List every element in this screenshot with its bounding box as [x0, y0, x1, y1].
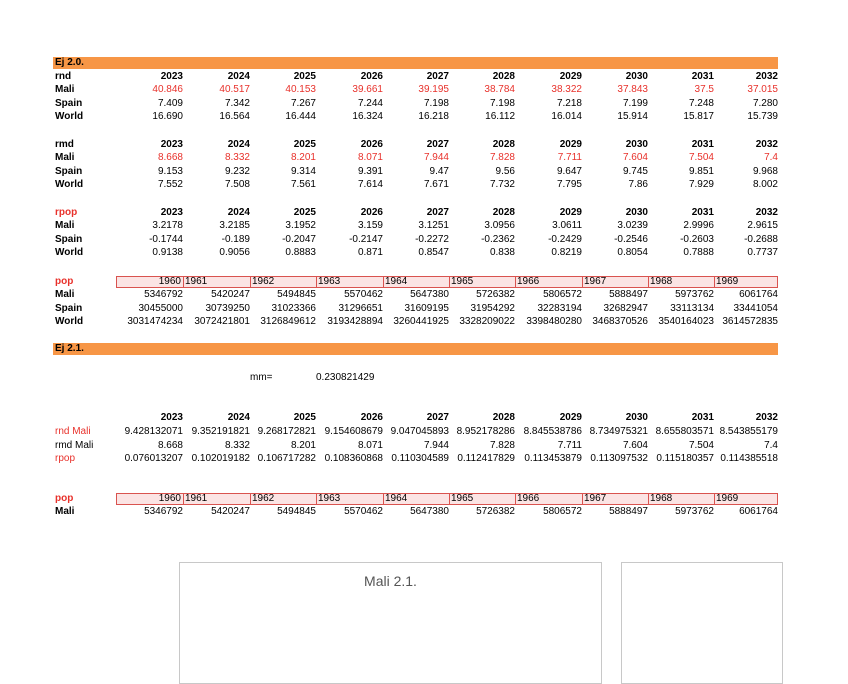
year-header-cell[interactable]: 2023 — [160, 139, 183, 150]
table-cell[interactable]: 9.851 — [688, 165, 714, 177]
pop-year-cell[interactable]: 1961 — [183, 493, 251, 505]
table-cell[interactable]: 7.604 — [622, 152, 648, 163]
table-cell[interactable]: 8.668 — [157, 439, 183, 451]
pop-year-header-row — [53, 276, 778, 288]
year-header-cell[interactable]: 2032 — [755, 139, 778, 150]
table-cell[interactable]: 9.314 — [290, 165, 316, 177]
table-cell[interactable]: 31609195 — [404, 302, 449, 314]
table-cell[interactable]: 9.153 — [157, 165, 183, 177]
pop-year-cell[interactable]: 1968 — [648, 276, 715, 288]
table-cell[interactable]: 8.332 — [224, 439, 250, 451]
table-cell[interactable]: 8.071 — [357, 439, 383, 451]
mm-value[interactable]: 0.230821429 — [316, 372, 375, 383]
row-label[interactable]: rnd Mali — [55, 426, 91, 437]
table-cell[interactable]: 40.517 — [219, 84, 250, 95]
country-label[interactable]: Mali — [55, 506, 75, 517]
table-cell[interactable]: 5346792 — [144, 289, 183, 300]
pop-year-cell[interactable]: 1968 — [648, 493, 715, 505]
year-header-cell[interactable]: 2027 — [426, 207, 449, 218]
country-label[interactable]: World — [55, 247, 84, 258]
year-header-cell[interactable]: 2025 — [293, 71, 316, 82]
table-cell[interactable]: 9.391 — [357, 165, 383, 177]
table-row — [53, 152, 778, 164]
table-cell[interactable]: 40.846 — [152, 84, 183, 95]
pop-year-cell[interactable]: 1963 — [316, 493, 384, 505]
table-cell[interactable]: 3.2178 — [152, 220, 183, 231]
table-cell[interactable]: 7.604 — [622, 439, 648, 451]
year-header-cell[interactable]: 2032 — [755, 207, 778, 218]
pop-year-cell[interactable]: 1962 — [250, 276, 317, 288]
table-cell[interactable]: 9.56 — [495, 165, 515, 177]
table-cell[interactable]: -0.2362 — [481, 233, 515, 245]
table-cell[interactable]: 7.199 — [622, 97, 648, 109]
table-row — [53, 179, 778, 191]
year-header-cell[interactable]: 2030 — [625, 207, 648, 218]
table-cell[interactable]: 9.47 — [429, 165, 449, 177]
table-cell[interactable]: 3.2185 — [219, 220, 250, 231]
year-header-cell[interactable]: 2027 — [426, 139, 449, 150]
table-cell[interactable]: 33113134 — [670, 302, 714, 314]
year-header-cell[interactable]: 2026 — [360, 139, 383, 150]
table-cell[interactable]: 9.352191821 — [191, 426, 250, 437]
country-label[interactable]: World — [55, 179, 84, 190]
table-cell[interactable]: 7.614 — [357, 179, 383, 190]
table-cell[interactable]: 7.86 — [628, 179, 648, 190]
table-cell[interactable]: 3126849612 — [260, 316, 316, 327]
table-cell[interactable]: -0.2688 — [744, 233, 778, 245]
table-cell[interactable]: 5973762 — [675, 506, 714, 517]
table-row — [53, 440, 778, 452]
table-row — [53, 506, 778, 518]
table-cell[interactable]: 38.784 — [484, 84, 515, 95]
table-row — [53, 111, 778, 123]
table-cell[interactable]: -0.189 — [221, 233, 250, 245]
table-cell[interactable]: 2.9615 — [747, 220, 778, 231]
table-cell[interactable]: 7.280 — [752, 97, 778, 109]
chart-secondary[interactable] — [621, 562, 783, 684]
table-cell[interactable]: 40.153 — [285, 84, 316, 95]
table-cell[interactable]: 5726382 — [476, 289, 515, 300]
year-header-row — [53, 412, 778, 424]
table-cell[interactable]: 7.504 — [688, 152, 714, 163]
table-cell[interactable]: 0.114385518 — [720, 453, 778, 464]
table-cell[interactable]: 2.9996 — [683, 220, 714, 231]
table-cell[interactable]: 8.668 — [157, 152, 183, 163]
table-cell[interactable]: 37.015 — [747, 84, 778, 95]
year-header-cell[interactable]: 2028 — [492, 139, 515, 150]
variable-label[interactable]: rmd — [55, 139, 74, 150]
year-header-cell[interactable]: 2026 — [360, 207, 383, 218]
table-cell[interactable]: 0.7888 — [683, 247, 714, 258]
year-header-cell[interactable]: 2032 — [755, 71, 778, 82]
table-cell[interactable]: 9.268172821 — [257, 426, 316, 437]
table-cell[interactable]: 0.838 — [489, 247, 515, 258]
table-cell[interactable]: 3193428894 — [327, 316, 383, 327]
pop-year-cell[interactable]: 1967 — [582, 276, 649, 288]
chart-title: Mali 2.1. — [364, 573, 417, 589]
table-cell[interactable]: 7.504 — [688, 439, 714, 451]
section-title: Ej 2.1. — [55, 343, 84, 354]
year-header-cell[interactable]: 2025 — [293, 207, 316, 218]
year-header-cell[interactable]: 2024 — [227, 71, 250, 82]
table-row — [53, 98, 778, 110]
chart-mali-21[interactable] — [179, 562, 602, 684]
table-cell[interactable]: 0.8054 — [617, 247, 648, 258]
year-header-cell[interactable]: 2023 — [160, 71, 183, 82]
table-row — [53, 316, 778, 328]
table-cell[interactable]: 37.5 — [694, 84, 714, 95]
table-cell[interactable]: 16.564 — [219, 111, 250, 122]
year-header-cell[interactable]: 2023 — [160, 412, 183, 423]
table-cell[interactable]: 31296651 — [338, 302, 383, 314]
table-row — [53, 453, 778, 465]
year-header-cell[interactable]: 2028 — [492, 412, 515, 423]
year-header-cell[interactable]: 2029 — [559, 139, 582, 150]
table-cell[interactable]: 7.828 — [489, 152, 515, 163]
table-cell[interactable]: 7.711 — [557, 152, 582, 163]
table-cell[interactable]: -0.2047 — [282, 233, 316, 245]
table-cell[interactable]: 5888497 — [609, 506, 648, 517]
table-cell[interactable]: 8.071 — [357, 152, 383, 163]
pop-year-cell[interactable]: 1964 — [383, 276, 450, 288]
table-cell[interactable]: 8.952178286 — [456, 426, 515, 437]
table-cell[interactable]: 6061764 — [739, 506, 778, 517]
table-cell[interactable]: 0.102019182 — [191, 453, 250, 464]
table-cell[interactable]: 16.444 — [285, 111, 316, 122]
table-cell[interactable]: 7.552 — [157, 179, 183, 190]
table-cell[interactable]: 38.322 — [551, 84, 582, 95]
table-cell[interactable]: 7.929 — [688, 179, 714, 190]
table-cell[interactable]: 0.8219 — [551, 247, 582, 258]
table-cell[interactable]: 7.795 — [556, 179, 582, 190]
pop-year-cell[interactable]: 1962 — [250, 493, 317, 505]
pop-year-cell[interactable]: 1966 — [515, 276, 583, 288]
pop-year-header-row — [53, 493, 778, 505]
table-cell[interactable]: 33441054 — [733, 302, 778, 314]
table-cell[interactable]: -0.1744 — [149, 233, 183, 245]
table-row — [53, 247, 778, 259]
table-cell[interactable]: 30455000 — [138, 302, 183, 314]
table-cell[interactable]: 3468370526 — [592, 316, 648, 327]
table-row — [53, 289, 778, 301]
table-cell[interactable]: 7.944 — [423, 439, 449, 451]
year-header-cell[interactable]: 2028 — [492, 207, 515, 218]
table-cell[interactable]: 9.047045893 — [390, 426, 449, 437]
table-cell[interactable]: 16.112 — [485, 111, 515, 122]
table-cell[interactable]: 0.113453879 — [524, 453, 582, 464]
pop-year-cell[interactable]: 1966 — [515, 493, 583, 505]
table-cell[interactable]: 0.113097532 — [590, 453, 648, 464]
table-cell[interactable]: 6061764 — [739, 289, 778, 300]
row-label[interactable]: rpop — [55, 453, 76, 464]
table-cell[interactable]: 3.0239 — [617, 220, 648, 231]
country-label[interactable]: World — [55, 316, 84, 327]
table-cell[interactable]: 5726382 — [476, 506, 515, 517]
year-header-cell[interactable]: 2032 — [755, 412, 778, 423]
year-header-cell[interactable]: 2025 — [293, 412, 316, 423]
table-cell[interactable]: 5570462 — [344, 289, 383, 300]
table-cell[interactable]: 9.428132071 — [124, 426, 183, 437]
table-cell[interactable]: 5420247 — [211, 506, 250, 517]
pop-year-cell[interactable]: 1960 — [116, 493, 184, 505]
year-header-cell[interactable]: 2027 — [426, 412, 449, 423]
table-cell[interactable]: 7.828 — [489, 439, 515, 451]
table-cell[interactable]: -0.2603 — [680, 233, 714, 245]
table-cell[interactable]: 39.661 — [352, 84, 383, 95]
year-header-cell[interactable]: 2027 — [426, 71, 449, 82]
variable-label[interactable]: rpop — [55, 207, 78, 218]
year-header-cell[interactable]: 2026 — [360, 412, 383, 423]
table-cell[interactable]: 3260441925 — [393, 316, 449, 327]
country-label[interactable]: Mali — [55, 84, 75, 95]
year-header-cell[interactable]: 2031 — [691, 412, 714, 423]
table-cell[interactable]: 0.9056 — [219, 247, 250, 258]
year-header-cell[interactable]: 2031 — [691, 139, 714, 150]
table-cell[interactable]: 5494845 — [277, 289, 316, 300]
pop-year-cell[interactable]: 1960 — [116, 276, 184, 288]
table-row — [53, 84, 778, 96]
table-cell[interactable]: 8.734975321 — [589, 426, 648, 437]
table-cell[interactable]: 32283194 — [537, 302, 582, 314]
table-row — [53, 166, 778, 178]
year-header-row — [53, 139, 778, 151]
table-cell[interactable]: 3031474234 — [127, 316, 183, 327]
table-cell[interactable]: 9.745 — [622, 165, 648, 177]
table-cell[interactable]: 39.195 — [418, 84, 449, 95]
table-row — [53, 234, 778, 246]
table-cell[interactable]: 0.9138 — [152, 247, 183, 258]
table-cell[interactable]: 7.342 — [224, 97, 250, 109]
year-header-cell[interactable]: 2029 — [559, 412, 582, 423]
table-cell[interactable]: 0.115180357 — [656, 453, 714, 464]
table-cell[interactable]: 0.108360868 — [324, 453, 383, 464]
table-cell[interactable]: 7.671 — [423, 179, 449, 190]
year-header-cell[interactable]: 2031 — [691, 71, 714, 82]
table-cell[interactable]: 0.106717282 — [257, 453, 316, 464]
table-cell[interactable]: 3.1952 — [285, 220, 316, 231]
table-cell[interactable]: 31954292 — [470, 302, 515, 314]
row-label[interactable]: rmd Mali — [55, 439, 94, 451]
year-header-cell[interactable]: 2023 — [160, 207, 183, 218]
table-cell[interactable]: -0.2546 — [614, 233, 648, 245]
table-cell[interactable]: 0.871 — [357, 247, 383, 258]
year-header-cell[interactable]: 2029 — [559, 71, 582, 82]
table-cell[interactable]: 3.1251 — [418, 220, 449, 231]
pop-year-cell[interactable]: 1963 — [316, 276, 384, 288]
table-cell[interactable]: 5647380 — [410, 289, 449, 300]
table-cell[interactable]: 7.561 — [290, 179, 316, 190]
pop-year-cell[interactable]: 1969 — [714, 276, 778, 288]
table-cell[interactable]: 5647380 — [410, 506, 449, 517]
table-cell[interactable]: 8.845538786 — [523, 426, 582, 437]
table-cell[interactable]: 5570462 — [344, 506, 383, 517]
table-cell[interactable]: 0.112417829 — [457, 453, 515, 464]
year-header-cell[interactable]: 2024 — [227, 139, 250, 150]
table-cell[interactable]: 7.198 — [489, 97, 515, 109]
country-label[interactable]: World — [55, 111, 84, 122]
table-row — [53, 220, 778, 232]
table-cell[interactable]: 8.201 — [290, 152, 316, 163]
table-cell[interactable]: 7.4 — [764, 439, 778, 451]
table-cell[interactable]: 5346792 — [144, 506, 183, 517]
table-cell[interactable]: -0.2147 — [349, 233, 383, 245]
table-cell[interactable]: 5806572 — [543, 506, 582, 517]
year-header-cell[interactable]: 2026 — [360, 71, 383, 82]
year-header-row — [53, 207, 778, 219]
pop-label[interactable]: pop — [55, 493, 74, 504]
table-cell[interactable]: 7.248 — [688, 97, 714, 109]
table-cell[interactable]: 0.8883 — [285, 247, 316, 258]
table-cell[interactable]: -0.2272 — [415, 233, 449, 245]
table-cell[interactable]: 15.817 — [683, 111, 714, 122]
table-cell[interactable]: 7.267 — [290, 97, 316, 109]
year-header-cell[interactable]: 2030 — [625, 139, 648, 150]
table-cell[interactable]: 8.543855179 — [719, 426, 778, 437]
table-cell[interactable]: 15.739 — [747, 111, 778, 122]
country-label[interactable]: Spain — [55, 97, 83, 109]
pop-year-cell[interactable]: 1967 — [582, 493, 649, 505]
table-cell[interactable]: 7.711 — [557, 439, 582, 451]
table-cell[interactable]: 8.201 — [290, 439, 316, 451]
year-header-row — [53, 71, 778, 83]
table-cell[interactable]: 16.014 — [551, 111, 582, 122]
table-cell[interactable]: -0.2429 — [548, 233, 582, 245]
table-cell[interactable]: 9.232 — [224, 165, 250, 177]
table-cell[interactable]: 7.4 — [764, 152, 778, 163]
table-cell[interactable]: 7.944 — [423, 152, 449, 163]
table-cell[interactable]: 15.914 — [617, 111, 648, 122]
table-cell[interactable]: 7.244 — [357, 97, 383, 109]
year-header-cell[interactable]: 2031 — [691, 207, 714, 218]
table-cell[interactable]: 5888497 — [609, 289, 648, 300]
table-cell[interactable]: 30739250 — [205, 302, 250, 314]
table-cell[interactable]: 32682947 — [603, 302, 648, 314]
variable-label[interactable]: rnd — [55, 71, 72, 82]
table-cell[interactable]: 9.647 — [556, 165, 582, 177]
pop-label[interactable]: pop — [55, 276, 74, 287]
table-cell[interactable]: 7.409 — [157, 97, 183, 109]
pop-year-cell[interactable]: 1964 — [383, 493, 450, 505]
table-cell[interactable]: 8.002 — [752, 179, 778, 190]
table-cell[interactable]: 0.076013207 — [124, 453, 183, 464]
section-header-ej20 — [53, 57, 778, 69]
table-cell[interactable]: 3614572835 — [722, 316, 778, 327]
section-title: Ej 2.0. — [55, 57, 84, 68]
year-header-cell[interactable]: 2030 — [625, 412, 648, 423]
table-row — [53, 426, 778, 438]
table-cell[interactable]: 0.8547 — [418, 247, 449, 258]
table-cell[interactable]: 31023366 — [271, 302, 316, 314]
table-cell[interactable]: 3.0611 — [552, 220, 582, 231]
country-label[interactable]: Spain — [55, 302, 83, 314]
table-cell[interactable]: 0.110304589 — [391, 453, 449, 464]
country-label[interactable]: Mali — [55, 220, 75, 231]
mm-label: mm= — [250, 372, 273, 383]
table-cell[interactable]: 16.218 — [418, 111, 449, 122]
country-label[interactable]: Spain — [55, 165, 83, 177]
table-cell[interactable]: 9.968 — [752, 165, 778, 177]
year-header-cell[interactable]: 2030 — [625, 71, 648, 82]
section-header-ej21 — [53, 343, 778, 355]
year-header-cell[interactable]: 2025 — [293, 139, 316, 150]
table-cell[interactable]: 3328209022 — [459, 316, 515, 327]
table-cell[interactable]: 3072421801 — [194, 316, 250, 327]
year-header-cell[interactable]: 2024 — [227, 207, 250, 218]
table-cell[interactable]: 8.655803571 — [655, 426, 714, 437]
table-cell[interactable]: 3540164023 — [658, 316, 714, 327]
table-cell[interactable]: 3398480280 — [526, 316, 582, 327]
year-header-cell[interactable]: 2029 — [559, 207, 582, 218]
pop-year-cell[interactable]: 1965 — [449, 276, 516, 288]
country-label[interactable]: Spain — [55, 233, 83, 245]
pop-year-cell[interactable]: 1961 — [183, 276, 251, 288]
country-label[interactable]: Mali — [55, 152, 75, 163]
table-cell[interactable]: 5806572 — [543, 289, 582, 300]
table-cell[interactable]: 5973762 — [675, 289, 714, 300]
table-cell[interactable]: 7.508 — [224, 179, 250, 190]
year-header-cell[interactable]: 2024 — [227, 412, 250, 423]
table-cell[interactable]: 7.218 — [556, 97, 582, 109]
table-cell[interactable]: 8.332 — [224, 152, 250, 163]
table-cell[interactable]: 9.154608679 — [324, 426, 383, 437]
table-cell[interactable]: 5420247 — [211, 289, 250, 300]
table-cell[interactable]: 7.732 — [489, 179, 515, 190]
table-cell[interactable]: 0.7737 — [747, 247, 778, 258]
table-row — [53, 303, 778, 315]
country-label[interactable]: Mali — [55, 289, 75, 300]
table-cell[interactable]: 5494845 — [277, 506, 316, 517]
pop-year-cell[interactable]: 1969 — [714, 493, 778, 505]
table-cell[interactable]: 16.324 — [352, 111, 383, 122]
table-cell[interactable]: 3.0956 — [484, 220, 515, 231]
pop-year-cell[interactable]: 1965 — [449, 493, 516, 505]
table-cell[interactable]: 37.843 — [617, 84, 648, 95]
table-cell[interactable]: 3.159 — [357, 220, 383, 231]
table-cell[interactable]: 7.198 — [423, 97, 449, 109]
year-header-cell[interactable]: 2028 — [492, 71, 515, 82]
table-cell[interactable]: 16.690 — [152, 111, 183, 122]
